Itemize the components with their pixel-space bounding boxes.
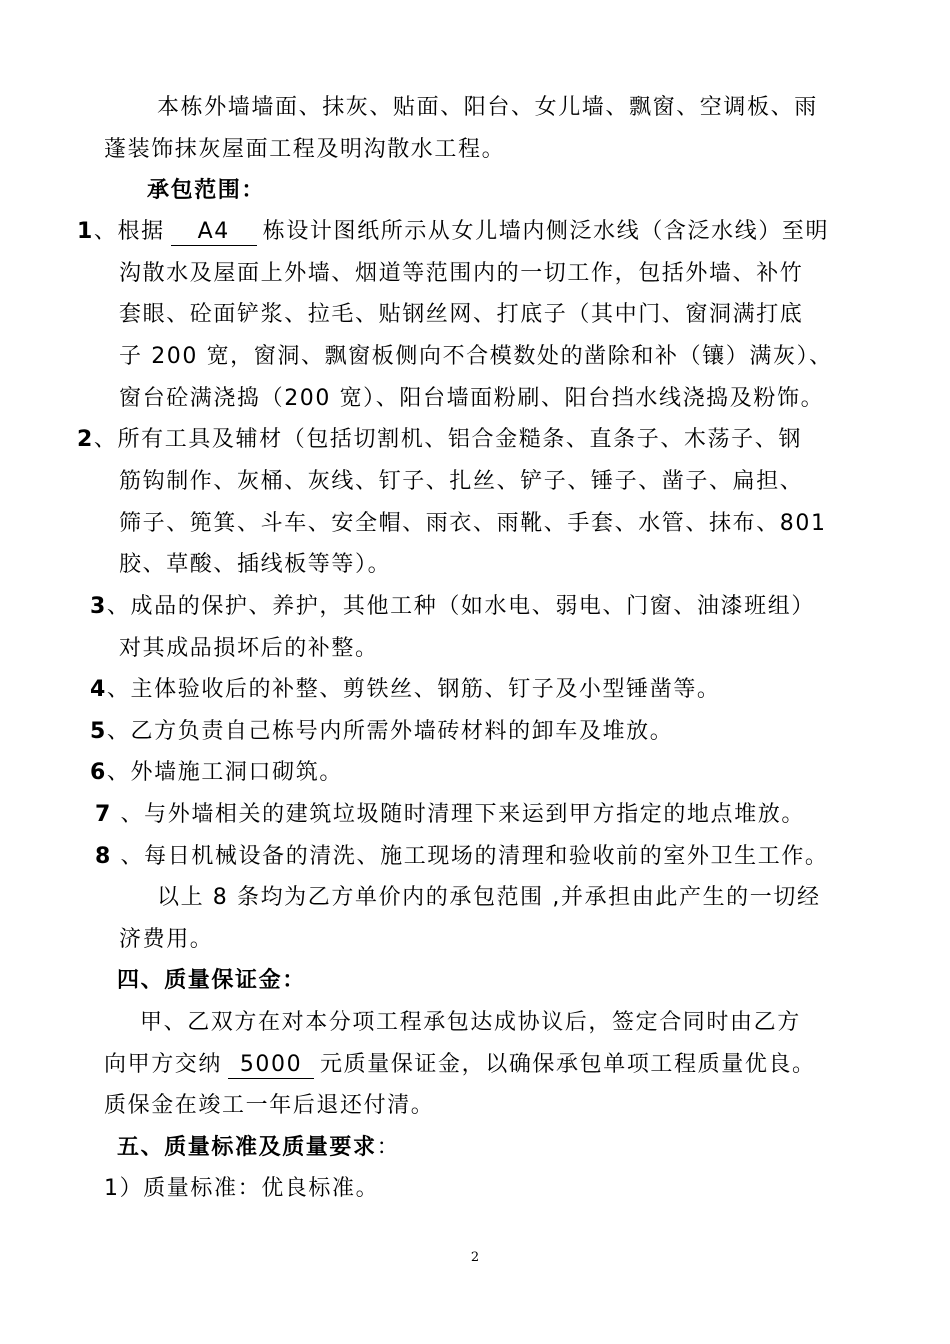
- scope-item-2-line: 筛子、篼箕、斗车、安全帽、雨衣、雨靴、手套、水管、抹布、801: [119, 511, 827, 536]
- section-4-line-2: [104, 1050, 816, 1080]
- scope-item-6-text: 外墙施工洞口砌筑。: [130, 760, 343, 785]
- section-5-heading-colon: ：: [376, 1135, 401, 1160]
- scope-item-8: [95, 842, 829, 872]
- scope-item-8-separator: 、: [111, 844, 145, 869]
- scope-item-6-separator: 、: [106, 760, 131, 785]
- scope-item-4-text: 主体验收后的补整、剪铁丝、钢筋、钉子及小型锤凿等。: [130, 677, 721, 702]
- section-4-line-2-pre: 向甲方交纳: [104, 1052, 223, 1077]
- scope-item-3-line-2: 对其成品损坏后的补整。: [119, 636, 379, 661]
- scope-item-1-post: 栋设计图纸所示从女儿墙内侧泛水线（含泛水线）至明: [262, 219, 830, 244]
- scope-item-1-first-line: [77, 217, 829, 247]
- scope-item-3-separator: 、: [106, 594, 131, 619]
- section-4-heading: 四、质量保证金：: [117, 968, 306, 993]
- scope-item-1-line: 套眼、砼面铲浆、拉毛、贴钢丝网、打底子（其中门、窗洞满打底: [119, 302, 804, 327]
- scope-item-7-number: 7: [95, 802, 112, 827]
- section-5-heading-text: 五、质量标准及质量要求: [117, 1135, 377, 1160]
- scope-item-3-number: 3: [90, 594, 107, 619]
- scope-summary-line-1: 以上 8 条均为乙方单价内的承包范围 ,并承担由此产生的一切经: [157, 885, 821, 910]
- section-4-line-1: 甲、乙双方在对本分项工程承包达成协议后，签定合同时由乙方: [140, 1010, 801, 1035]
- scope-item-5: [90, 717, 673, 747]
- scope-summary-line-2: 济费用。: [119, 927, 214, 952]
- scope-item-3-text: 成品的保护、养护，其他工种（如水电、弱电、门窗、油漆班组）: [130, 594, 815, 619]
- scope-item-6-number: 6: [90, 760, 107, 785]
- scope-item-6: [90, 758, 343, 788]
- scope-item-5-separator: 、: [106, 719, 131, 744]
- scope-item-4-number: 4: [90, 677, 107, 702]
- section-5-heading: [117, 1133, 400, 1163]
- deposit-amount-blank: 5000: [228, 1052, 314, 1079]
- scope-item-1-number: 1: [77, 219, 94, 244]
- scope-item-2-line: 筋钩制作、灰桶、灰线、钉子、扎丝、铲子、锤子、凿子、扁担、: [119, 469, 804, 494]
- scope-item-1-blank-building: A4: [171, 219, 257, 246]
- scope-item-2-first-line: [77, 425, 802, 455]
- scope-item-5-number: 5: [90, 719, 107, 744]
- scope-item-8-number: 8: [95, 844, 112, 869]
- scope-item-1-line: 沟散水及屋面上外墙、烟道等范围内的一切工作，包括外墙、补竹: [119, 261, 804, 286]
- scope-item-1-line: 子 200 宽，窗洞、飘窗板侧向不合模数处的凿除和补（镶）满灰）、: [119, 344, 833, 369]
- scope-item-4-separator: 、: [106, 677, 131, 702]
- scope-item-4: [90, 675, 721, 705]
- scope-item-7-text: 与外墙相关的建筑垃圾随时清理下来运到甲方指定的地点堆放。: [144, 802, 805, 827]
- page-number: 2: [470, 1250, 480, 1265]
- section-4-line-3: 质保金在竣工一年后退还付清。: [104, 1093, 435, 1118]
- scope-item-2-text: 所有工具及辅材（包括切割机、铝合金糙条、直条子、木荡子、钢: [117, 427, 802, 452]
- scope-item-7: [95, 800, 805, 830]
- scope-item-1-line: 窗台砼满浇捣（200 宽）、阳台墙面粉刷、阳台挡水线浇捣及粉饰。: [119, 386, 825, 411]
- intro-line-1: 本栋外墙墙面、抹灰、贴面、阳台、女儿墙、飘窗、空调板、雨: [157, 95, 818, 120]
- scope-item-5-text: 乙方负责自己栋号内所需外墙砖材料的卸车及堆放。: [130, 719, 674, 744]
- scope-item-7-separator: 、: [111, 802, 145, 827]
- scope-item-8-text: 每日机械设备的清洗、施工现场的清理和验收前的室外卫生工作。: [144, 844, 829, 869]
- scope-item-2-number: 2: [77, 427, 94, 452]
- section-4-line-2-post: 元质量保证金，以确保承包单项工程质量优良。: [320, 1052, 816, 1077]
- intro-line-2: 蓬装饰抹灰屋面工程及明沟散水工程。: [104, 137, 506, 162]
- scope-item-3-first-line: [90, 592, 815, 622]
- scope-heading: 承包范围：: [147, 178, 266, 203]
- section-5-item-1: 1）质量标准：优良标准。: [104, 1176, 380, 1201]
- scope-item-1-separator: 、: [93, 219, 118, 244]
- scope-item-1-pre: 根据: [117, 219, 165, 244]
- scope-item-2-separator: 、: [93, 427, 118, 452]
- scope-item-2-line: 胶、草酸、插线板等等）。: [119, 552, 392, 577]
